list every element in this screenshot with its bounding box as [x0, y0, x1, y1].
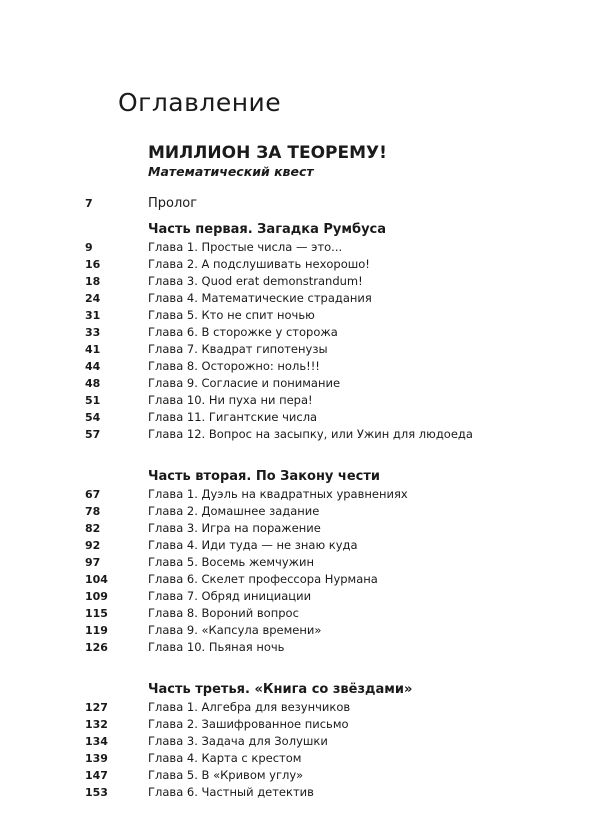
page-number: 33 [85, 326, 101, 339]
page-title: Оглавление [118, 88, 282, 117]
entry-title: Глава 5. В «Кривом углу» [148, 768, 304, 782]
toc-entry[interactable] [0, 486, 612, 503]
page-number: 104 [85, 573, 108, 586]
toc-entry[interactable] [0, 409, 612, 426]
page-number: 82 [85, 522, 101, 535]
toc-entry[interactable] [0, 767, 612, 784]
toc-entry[interactable] [0, 639, 612, 656]
toc-entry[interactable] [0, 699, 612, 716]
page-number: 134 [85, 735, 108, 748]
page-number: 147 [85, 769, 108, 782]
entry-title: Глава 3. Quod erat demonstrandum! [148, 274, 363, 288]
entry-title: Глава 4. Карта с крестом [148, 751, 302, 765]
entry-title: Глава 6. Скелет профессора Нурмана [148, 572, 378, 586]
toc-entry-prologue[interactable] [0, 195, 612, 212]
page-number: 9 [85, 241, 93, 254]
entry-title: Глава 3. Игра на поражение [148, 521, 321, 535]
page-number: 16 [85, 258, 101, 271]
entry-title: Глава 6. Частный детектив [148, 785, 314, 799]
part-spacer [0, 443, 612, 459]
entry-title: Глава 10. Пьяная ночь [148, 640, 285, 654]
page-number: 7 [85, 197, 93, 210]
toc-entry[interactable] [0, 503, 612, 520]
toc-entry[interactable] [0, 256, 612, 273]
page-number: 97 [85, 556, 101, 569]
entry-title: Глава 2. Домашнее задание [148, 504, 320, 518]
entry-title: Глава 1. Алгебра для везунчиков [148, 700, 351, 714]
page-number: 51 [85, 394, 101, 407]
page-number: 139 [85, 752, 108, 765]
book-subtitle: Математический квест [148, 164, 314, 179]
part-heading[interactable]: Часть вторая. По Закону чести [148, 469, 381, 484]
toc-entry[interactable] [0, 733, 612, 750]
page-number: 109 [85, 590, 108, 603]
entry-title: Глава 4. Иди туда — не знаю куда [148, 538, 358, 552]
page-number: 126 [85, 641, 108, 654]
entry-title: Пролог [148, 196, 198, 211]
entry-title: Глава 11. Гигантские числа [148, 410, 318, 424]
entry-title: Глава 7. Обряд инициации [148, 589, 312, 603]
toc-entry[interactable] [0, 239, 612, 256]
page-number: 44 [85, 360, 101, 373]
toc-entry[interactable] [0, 520, 612, 537]
entry-title: Глава 6. В сторожке у сторожа [148, 325, 338, 339]
toc-entry[interactable] [0, 605, 612, 622]
toc-entry[interactable] [0, 554, 612, 571]
toc-entry[interactable] [0, 588, 612, 605]
toc-entry[interactable] [0, 750, 612, 767]
page-number: 41 [85, 343, 101, 356]
entry-title: Глава 9. Согласие и понимание [148, 376, 341, 390]
toc-entry[interactable] [0, 426, 612, 443]
toc-entry[interactable] [0, 716, 612, 733]
toc-entry[interactable] [0, 784, 612, 801]
table-of-contents [0, 195, 612, 801]
entry-title: Глава 3. Задача для Золушки [148, 734, 328, 748]
page-number: 92 [85, 539, 101, 552]
toc-entry[interactable] [0, 622, 612, 639]
toc-entry[interactable] [0, 358, 612, 375]
page-number: 119 [85, 624, 108, 637]
entry-title: Глава 8. Осторожно: ноль!!! [148, 359, 320, 373]
toc-entry[interactable] [0, 375, 612, 392]
toc-entry[interactable] [0, 537, 612, 554]
toc-entry[interactable] [0, 392, 612, 409]
page-number: 18 [85, 275, 101, 288]
toc-entry[interactable] [0, 571, 612, 588]
toc-entry[interactable] [0, 341, 612, 358]
entry-title: Глава 1. Дуэль на квадратных уравнениях [148, 487, 408, 501]
part-heading[interactable]: Часть третья. «Книга со звёздами» [148, 682, 413, 697]
page-number: 24 [85, 292, 101, 305]
toc-entry[interactable] [0, 290, 612, 307]
book-title: МИЛЛИОН ЗА ТЕОРЕМУ! [148, 143, 387, 163]
entry-title: Глава 4. Математические страдания [148, 291, 372, 305]
page-number: 78 [85, 505, 101, 518]
toc-entry[interactable] [0, 307, 612, 324]
entry-title: Глава 9. «Капсула времени» [148, 623, 322, 637]
entry-title: Глава 2. Зашифрованное письмо [148, 717, 349, 731]
page-number: 54 [85, 411, 101, 424]
entry-title: Глава 8. Вороний вопрос [148, 606, 299, 620]
page-number: 127 [85, 701, 108, 714]
page-number: 115 [85, 607, 108, 620]
page-number: 31 [85, 309, 101, 322]
toc-entry[interactable] [0, 324, 612, 341]
entry-title: Глава 12. Вопрос на засыпку, или Ужин для людоеда [148, 427, 473, 441]
page-number: 132 [85, 718, 108, 731]
entry-title: Глава 1. Простые числа — это... [148, 240, 343, 254]
toc-entry[interactable] [0, 273, 612, 290]
page-number: 67 [85, 488, 101, 501]
entry-title: Глава 10. Ни пуха ни пера! [148, 393, 313, 407]
entry-title: Глава 2. А подслушивать нехорошо! [148, 257, 370, 271]
part-heading[interactable]: Часть первая. Загадка Румбуса [148, 222, 387, 237]
page-number: 153 [85, 786, 108, 799]
entry-title: Глава 7. Квадрат гипотенузы [148, 342, 328, 356]
page-number: 48 [85, 377, 101, 390]
page-number: 57 [85, 428, 101, 441]
part-spacer [0, 656, 612, 672]
entry-title: Глава 5. Кто не спит ночью [148, 308, 315, 322]
entry-title: Глава 5. Восемь жемчужин [148, 555, 315, 569]
